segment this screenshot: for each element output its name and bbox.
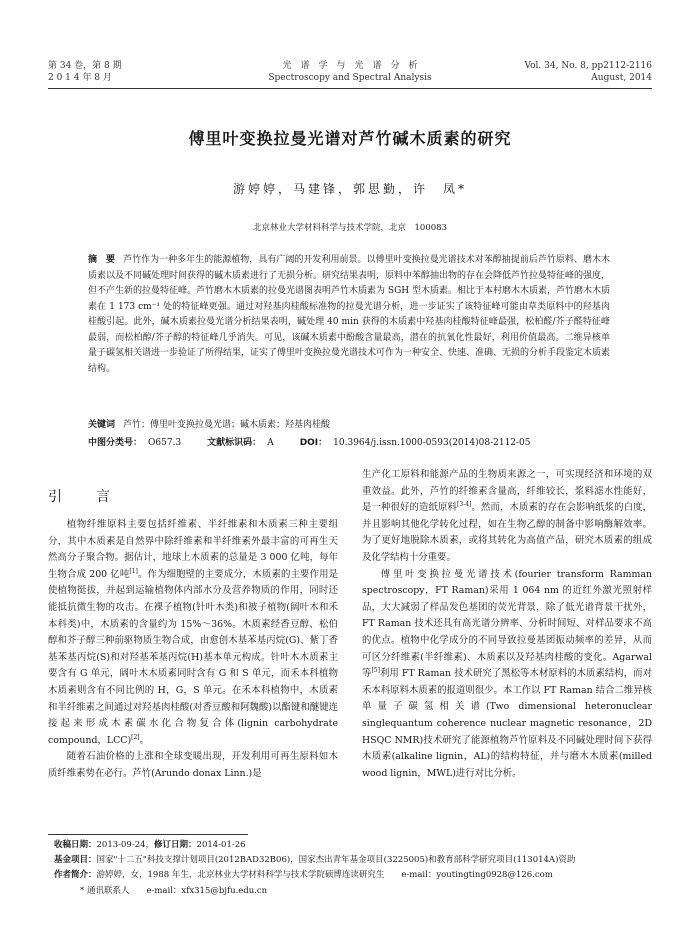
journal-volume-info	[48, 60, 122, 84]
paragraph-text: 。作为细胞壁的主要成分，木质素的主要作用是使植物挺拔，并起到运输植物体内部水分及营养物质的作用，同时还能抵抗微生物的攻击。在裸子植物(针叶木类)和被子植物(阔叶木和禾本科类)中，木质素的含量约为 15%～36%。木质素经香豆醇、松伯醇和芥子醇三种前驱物质生物合成，由愈创木基苯基丙烷(G)、紫丁香基苯基丙烷(S)和对羟基苯基丙烷(H)基本单元构成。针叶木木质素主要含有 G 单元，阔叶木木质素同时含有 G 和 S 单元，而禾本科植物木质素则含有不同比例的 H，G，S 单元。在禾本科植物中，木质素和半纤维素之间通过对羟基肉桂酸(对香豆酸和阿魏酸)以酯键和醚键连接起来形成木素碳水化合物复合体(lignin carbohydrate compound，LCC)	[48, 568, 338, 746]
keywords-text: 芦竹；傅里叶变换拉曼光谱；碱木质素；羟基肉桂酸	[123, 420, 331, 430]
journal-name-en: Spectroscopy and Spectral Analysis	[268, 73, 432, 83]
doi-value[interactable]: 10.3964/j.issn.1000-0593(2014)08-2112-05	[333, 438, 531, 448]
received-value: 2013-09-24，	[96, 840, 155, 850]
keywords	[88, 418, 610, 433]
citation[interactable]: [5]	[371, 667, 380, 674]
citation[interactable]: [2]	[131, 733, 140, 741]
issue-info	[524, 60, 652, 84]
abstract	[88, 253, 610, 377]
fund-label: 基金项目：	[54, 855, 97, 865]
paragraph	[362, 567, 652, 783]
journal-volume: 第 34 卷，第 8 期	[48, 61, 122, 71]
bio-value: 游婷婷，女，1988 年生，北京林业大学材料科学与技术学院硕博连读研究生 e-mail：youtingting0928@126.com	[96, 870, 553, 880]
header-rule	[48, 88, 652, 89]
footnote-rule	[48, 834, 248, 835]
doi-label: DOI：	[299, 438, 328, 448]
journal-name-cn: 光 谱 学 与 光 谱 分 析	[282, 61, 418, 71]
paragraph-text: 。然而，木质素的存在会影响纸浆的白度，并且影响其他化学转化过程，如在生物乙醇的制备中影响酶解效率。为了更好地脱除木质素，或将其转化为高值产品，研究木质素的组成及化学结构十分重要。	[362, 502, 652, 563]
received-label: 收稿日期：	[54, 840, 97, 850]
clc-value: O657.3	[148, 438, 182, 448]
paragraph	[362, 467, 652, 567]
paragraph-text: 植物纤维原料主要包括纤维素、半纤维素和木质素三种主要组分，其中木质素是自然界中除纤维素和半纤维素外最丰富的可再生天然高分子聚合物。据估计，地球上木质素的总量是 3 000 亿吨，每年生物合成 200 亿吨	[48, 519, 338, 580]
doc-code-label: 文献标识码：	[207, 438, 262, 448]
paragraph-text: 随着石油价格的上涨和全球变暖出现，开发利用可再生原料如木质纤维素势在必行。芦竹(Arundo donax Linn.)是	[48, 751, 338, 779]
footnote-fund	[54, 853, 654, 869]
footnote-corresponding: * 通讯联系人 e-mail：xfx315@bjfu.edu.cn	[80, 886, 268, 896]
doc-code-value: A	[267, 438, 274, 448]
paper-title: 傅里叶变换拉曼光谱对芦竹碱木质素的研究	[188, 129, 512, 148]
authors: 游婷婷，马建锋，郭思勤，许 凤*	[232, 182, 467, 196]
clc-label: 中图分类号：	[88, 438, 143, 448]
citation[interactable]: [3-4]	[457, 501, 472, 509]
bio-label: 作者简介：	[54, 870, 97, 880]
journal-date: 2 0 1 4 年 8 月	[48, 73, 112, 83]
keywords-label: 关键词	[88, 420, 116, 430]
abstract-text: 芦竹作为一种多年生的能源植物，具有广阔的开发利用前景。以傅里叶变换拉曼光谱技术对苯醇抽提前后芦竹原料、磨木木质素以及不同碱处理时间获得的碱木质素进行了无损分析。研究结果表明，原料中苯醇抽出物的存在会降低芦竹拉曼特征峰的强度，但不产生新的拉曼特征峰。芦竹磨木木质素的拉曼光谱图表明芦竹木质素为 SGH 型木质素。相比于本村磨木木质素，芦竹磨木木质素在 1 173 cm⁻¹ 处的特征峰更强。通过对羟基肉桂酸标准物的拉曼光谱分析，进一步证实了该特征峰可能由草类原料中的羟基肉桂酸引起。此外，碱木质素拉曼光谱分析结果表明，碱处理 40 min 获得的木质素中羟基肉桂酸特征峰最强，松柏醛/芥子醛特征峰最弱，而松柏醇/芥子醇的特征峰几乎消失。可见，该碱木质素中酚酸含量最高，潜在的抗氧化性最好，利用价值最高。二维异核单量子碳氢相关谱进一步验证了所得结果，证实了傅里叶变换拉曼光谱技术可作为一种安全、快速、准确、无损的分析手段鉴定木质素结构。	[88, 255, 611, 374]
fund-value: 国家"十二五"科技支撑计划项目(2012BAD32B06)，国家杰出青年基金项目(3225005)和教育部科学研究项目(113014A)资助	[96, 855, 576, 865]
citation[interactable]: [1]	[129, 567, 138, 575]
footnote-dates	[54, 838, 654, 854]
affiliation: 北京林业大学材料科学与技术学院，北京 100083	[253, 223, 447, 233]
paragraph	[48, 749, 338, 782]
issue-info-en: Vol. 34, No. 8, pp2112-2116	[524, 61, 652, 71]
paragraph-text: 利用 FT Raman 技术研究了黑松等木材原料的木质素结构，而对禾本科原料木质素的报道则很少。本工作以 FT Raman 结合二维异核单量子碳氢相关谱(Two dimensional heteronuclear singlequantum coherence nuclear magnetic resonance，2D HSQC NMR)技术研究了能源植物芦竹原料及不同碱处理时间下获得木质素(alkaline lignin，AL)的结构特征，并与磨木木质素(milled wood lignin，MWL)进行对比分析。	[362, 668, 652, 779]
paragraph-text: 。	[139, 734, 150, 746]
paragraph	[48, 517, 338, 749]
abstract-label: 摘 要	[88, 255, 116, 265]
classification-line	[88, 436, 610, 451]
journal-name	[200, 60, 500, 84]
right-column	[362, 467, 652, 782]
paragraph-text: 傅里叶变换拉曼光谱技术(fourier transform Ramman spectroscopy，FT Raman)采用 1 064 nm 的近红外激光照射样品，大大减弱了样品发色基团的荧光背景，除了低光谱背景干扰外，FT Raman 技术还具有高光谱分辨率、分析时间短、对样品要求不高的优点。植物中化学成分的不同导致拉曼基团振动频率的差异，从而可区分纤维素(半纤维素)、木质素以及羟基肉桂酸的变化。Agarwal 等	[362, 568, 652, 680]
footnote-bio	[54, 868, 654, 884]
issue-date-en: August, 2014	[591, 73, 652, 83]
paragraph-text: 生产化工原料和能源产品的生物质来源之一，可实现经济和环境的双重效益。此外，芦竹的纤维素含量高，纤维较长，浆料滤水性能好，是一种很好的造纸原料	[362, 469, 652, 514]
revised-label: 修订日期：	[154, 840, 197, 850]
revised-value: 2014-01-26	[196, 840, 246, 850]
section-heading: 引 言	[48, 489, 120, 505]
left-column	[48, 517, 338, 783]
